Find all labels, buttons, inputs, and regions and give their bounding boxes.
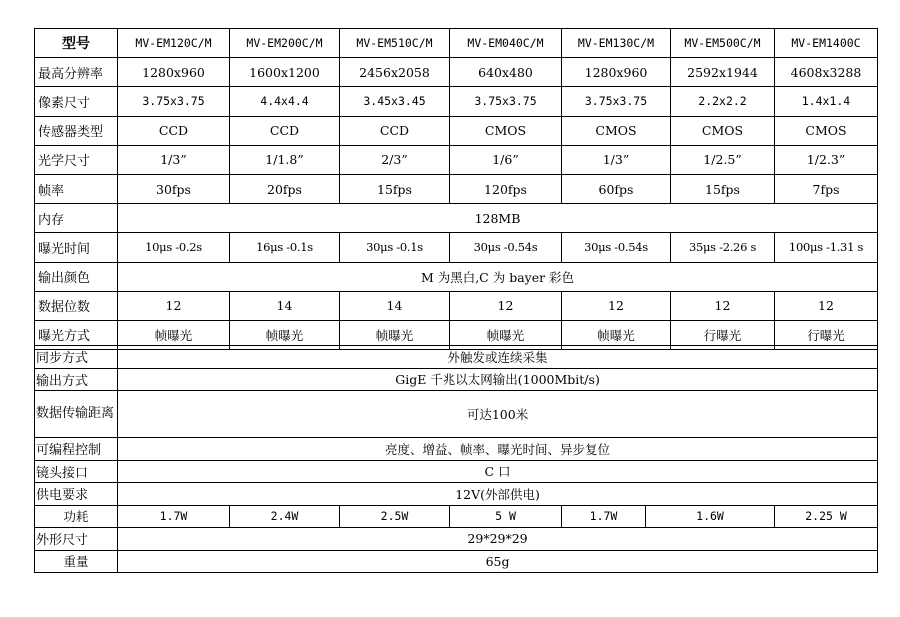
table-cell: 5 W (450, 505, 562, 528)
model-header: MV-EM200C/M (230, 29, 340, 58)
table-cell: 帧曝光 (450, 320, 562, 349)
model-row (35, 29, 878, 58)
table-cell: 12V(外部供电) (118, 483, 878, 506)
row-label: 供电要求 (35, 483, 118, 506)
frame-rate-row (35, 174, 878, 203)
row-label: 数据传输距离 (35, 391, 118, 438)
table-cell: 1/3” (118, 145, 230, 174)
row-label: 像素尺寸 (35, 87, 118, 116)
table-cell: 1.6W (646, 505, 775, 528)
row-label: 帧率 (35, 174, 118, 203)
row-label: 同步方式 (35, 346, 118, 369)
row-label: 曝光时间 (35, 233, 118, 262)
table-cell: 2/3” (340, 145, 450, 174)
table-cell: 14 (340, 291, 450, 320)
table-cell: 15fps (671, 174, 775, 203)
table-cell: 行曝光 (671, 320, 775, 349)
row-label: 内存 (35, 204, 118, 233)
table-cell: C 口 (118, 460, 878, 483)
model-header: MV-EM1400C (775, 29, 878, 58)
sync-mode-row (35, 346, 878, 369)
table-cell: 1280x960 (562, 58, 671, 87)
table-cell: 帧曝光 (230, 320, 340, 349)
table-cell: 3.75x3.75 (562, 87, 671, 116)
table-cell: 3.75x3.75 (118, 87, 230, 116)
table-cell: 帧曝光 (340, 320, 450, 349)
table-cell: CCD (340, 116, 450, 145)
table-cell: 1.4x1.4 (775, 87, 878, 116)
table-cell: 1/1.8” (230, 145, 340, 174)
row-label: 曝光方式 (35, 320, 118, 349)
row-label: 镜头接口 (35, 460, 118, 483)
table-cell: 1600x1200 (230, 58, 340, 87)
max-resolution-row (35, 58, 878, 87)
model-header: MV-EM040C/M (450, 29, 562, 58)
table-cell: 2.25 W (775, 505, 878, 528)
table-cell: 1280x960 (118, 58, 230, 87)
table-cell: 100μs -1.31 s (775, 233, 878, 262)
row-label: 功耗 (35, 505, 118, 528)
table-cell: 帧曝光 (118, 320, 230, 349)
table-cell: 60fps (562, 174, 671, 203)
table-cell: 4.4x4.4 (230, 87, 340, 116)
table-cell: M 为黑白,C 为 bayer 彩色 (118, 262, 878, 291)
table-cell: 帧曝光 (562, 320, 671, 349)
table-cell: CCD (230, 116, 340, 145)
row-label: 重量 (35, 550, 118, 573)
model-label: 型号 (35, 29, 118, 58)
spec-table (34, 28, 878, 350)
row-label: 输出颜色 (35, 262, 118, 291)
table-cell: 35μs -2.26 s (671, 233, 775, 262)
weight-row (35, 550, 878, 573)
table-cell: 1/3” (562, 145, 671, 174)
row-label: 可编程控制 (35, 438, 118, 461)
exposure-time-row (35, 233, 878, 262)
table-cell: 12 (118, 291, 230, 320)
table-cell: CMOS (562, 116, 671, 145)
table-cell: 65g (118, 550, 878, 573)
transfer-distance-row (35, 391, 878, 438)
table-cell: 2.5W (340, 505, 450, 528)
table-cell: 2.4W (230, 505, 340, 528)
row-label: 外形尺寸 (35, 528, 118, 551)
table-cell: 2456x2058 (340, 58, 450, 87)
table-cell: CMOS (450, 116, 562, 145)
table-cell: 可达100米 (118, 391, 878, 438)
lens-interface-row (35, 460, 878, 483)
model-header: MV-EM510C/M (340, 29, 450, 58)
table-cell: 1.7W (562, 505, 646, 528)
table-cell: 15fps (340, 174, 450, 203)
table-cell: CCD (118, 116, 230, 145)
table-cell: 7fps (775, 174, 878, 203)
model-header: MV-EM120C/M (118, 29, 230, 58)
dimensions-row (35, 528, 878, 551)
table-cell: 30μs -0.1s (340, 233, 450, 262)
table-cell: 30μs -0.54s (562, 233, 671, 262)
table-cell: 10μs -0.2s (118, 233, 230, 262)
row-label: 最高分辨率 (35, 58, 118, 87)
table-cell: 4608x3288 (775, 58, 878, 87)
table-cell: 1/6” (450, 145, 562, 174)
output-color-row (35, 262, 878, 291)
table-cell: 20fps (230, 174, 340, 203)
table-cell: 640x480 (450, 58, 562, 87)
table-cell: 3.45x3.45 (340, 87, 450, 116)
table-cell: 3.75x3.75 (450, 87, 562, 116)
table-cell: 12 (562, 291, 671, 320)
output-mode-row (35, 368, 878, 391)
table-cell: 行曝光 (775, 320, 878, 349)
table-cell: 外触发或连续采集 (118, 346, 878, 369)
table-cell: 12 (775, 291, 878, 320)
common-spec-table (34, 345, 878, 573)
row-label: 传感器类型 (35, 116, 118, 145)
table-cell: 2592x1944 (671, 58, 775, 87)
sensor-type-row (35, 116, 878, 145)
table-cell: 1.7W (118, 505, 230, 528)
table-cell: 128MB (118, 204, 878, 233)
table-cell: GigE 千兆以太网输出(1000Mbit/s) (118, 368, 878, 391)
pixel-size-row (35, 87, 878, 116)
model-header: MV-EM130C/M (562, 29, 671, 58)
table-cell: CMOS (775, 116, 878, 145)
table-cell: 1/2.5” (671, 145, 775, 174)
row-label: 光学尺寸 (35, 145, 118, 174)
memory-row (35, 204, 878, 233)
row-label: 数据位数 (35, 291, 118, 320)
table-cell: 16μs -0.1s (230, 233, 340, 262)
table-cell: 1/2.3” (775, 145, 878, 174)
power-supply-row (35, 483, 878, 506)
table-cell: 12 (671, 291, 775, 320)
table-cell: 12 (450, 291, 562, 320)
table-cell: 30μs -0.54s (450, 233, 562, 262)
table-cell: 120fps (450, 174, 562, 203)
table-cell: 29*29*29 (118, 528, 878, 551)
row-label: 输出方式 (35, 368, 118, 391)
table-cell: 亮度、增益、帧率、曝光时间、异步复位 (118, 438, 878, 461)
table-cell: 30fps (118, 174, 230, 203)
optical-size-row (35, 145, 878, 174)
table-cell: 14 (230, 291, 340, 320)
table-cell: CMOS (671, 116, 775, 145)
data-bits-row (35, 291, 878, 320)
power-consumption-row (35, 505, 878, 528)
programmable-control-row (35, 438, 878, 461)
table-cell: 2.2x2.2 (671, 87, 775, 116)
model-header: MV-EM500C/M (671, 29, 775, 58)
